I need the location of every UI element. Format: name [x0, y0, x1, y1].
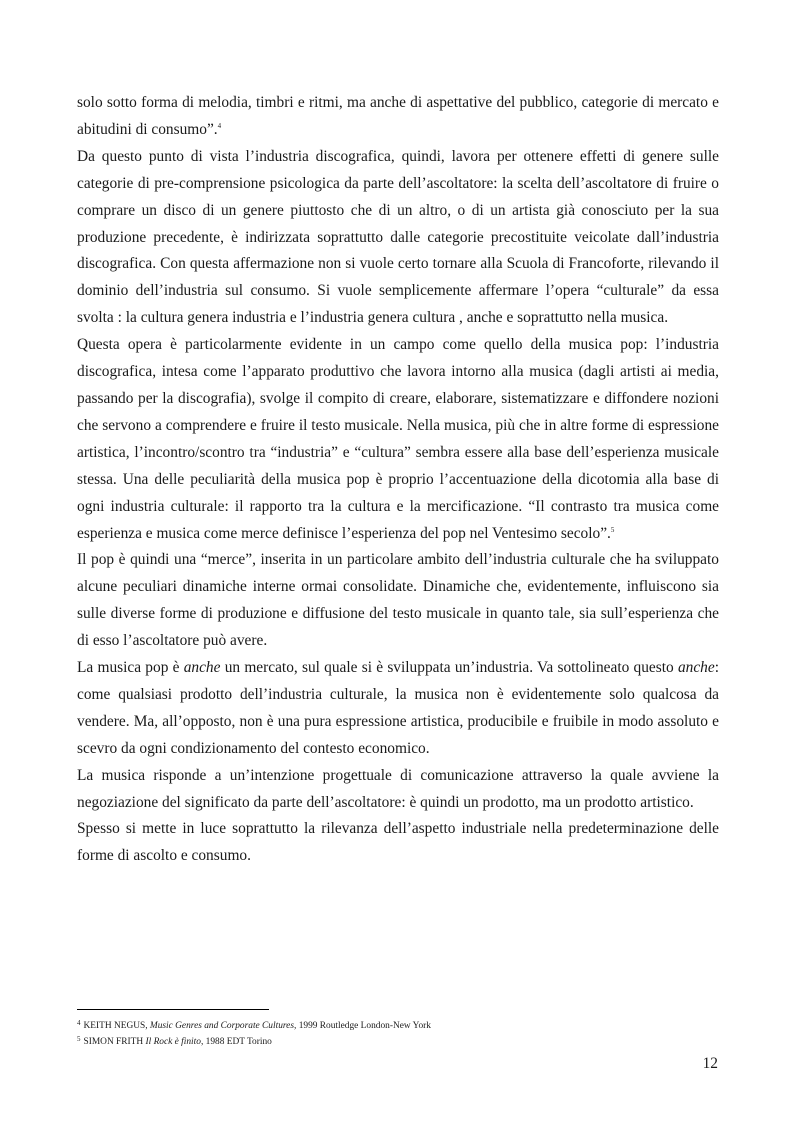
paragraph-6: La musica risponde a un’intenzione progettuale di comunicazione attraverso la quale avviene la negoziazione del significato da parte dell’ascoltatore: è quindi un prodotto, ma un prodotto artistico.	[77, 766, 719, 811]
emphasis-anche-2: anche	[677, 659, 715, 677]
body-text	[77, 90, 719, 870]
footnote-5: $^5$ SIMON FRITH Il Rock è finito, 1988 EDT Torino	[77, 1035, 272, 1047]
paragraph-1: solo sotto forma di melodia, timbri e ritmi, ma anche di aspettative del pubblico, categorie di mercato e abitudini di consumo”.$^4$	[77, 94, 719, 138]
footnote-4-title: Music Genres and Corporate Cultures,	[149, 1021, 297, 1031]
paragraph-2: Da questo punto di vista l’industria discografica, quindi, lavora per ottenere effetti di genere sulle categorie di pre-comprensione psicologica da parte dell’ascoltatore: la scelta dell’ascoltatore di fruire o comprare un disco di un genere piuttosto che di un altro, o di un artista già conosciuto per la sua produzione precedente, è indirizzata soprattutto dalle categorie precostituite veicolate dall’industria discografica. Con questa affermazione non si vuole certo tornare alla Scuola di Francoforte, rilevando il dominio dell’industria sul consumo. Si vuole semplicemente affermare l’opera “culturale” da essa svolta : la cultura genera industria e l’industria genera cultura , anche e soprattutto nella musica.	[77, 147, 719, 327]
paragraph-3: Questa opera è particolarmente evidente in un campo come quello della musica pop: l’industria discografica, intesa come l’apparato produttivo che lavora intorno alla musica (dagli artisti ai media, passando per la discografia), svolge il compito di creare, elaborare, sistematizzare e diffondere nozioni che servono a comprendere e fruire il testo musicale. Nella musica, più che in altre forme di espressione artistica, l’incontro/scontro tra “industria” e “cultura” sembra essere alla base dell’esperienza musicale stessa. Una delle peculiarità della musica pop è proprio l’accentuazione della dicotomia alla base di ogni industria culturale: il rapporto tra la cultura e la mercificazione. “Il contrasto tra musica come esperienza e musica come merce definisce l’esperienza del pop nel Ventesimo secolo”.$^5$	[77, 336, 719, 542]
paragraph-7: Spesso si mette in luce soprattutto la rilevanza dell’aspetto industriale nella predeterminazione delle forme di ascolto e consumo.	[77, 820, 719, 865]
footnote-divider	[77, 1009, 269, 1010]
footnote-ref-5: 5	[610, 525, 615, 534]
footnote-5-title: Il Rock è finito	[145, 1037, 201, 1047]
emphasis-anche-1: anche	[183, 659, 221, 677]
paragraph-5: La musica pop è anche un mercato, sul quale si è sviluppata un’industria. Va sottolineato questo anche: come qualsiasi prodotto dell’industria culturale, la musica non è evidentemente solo qualcosa da vendere. Ma, all’opposto, non è una pura espressione artistica, producibile e fruibile in modo assoluto e scevro da ogni condizionamento del contesto economico.	[77, 659, 719, 757]
paragraph-4: Il pop è quindi una “merce”, inserita in un particolare ambito dell’industria culturale che ha sviluppato alcune peculiari dinamiche interne ormai consolidate. Dinamiche che, evidentemente, influiscono sia sulle diverse forme di produzione e diffusione del testo musicale in quanto tale, sia sull’esperienza che di esso l’ascoltatore può avere.	[77, 551, 719, 650]
footnote-ref-4: 4	[217, 121, 222, 130]
page-number: 12	[702, 1055, 718, 1072]
footnotes	[77, 1017, 719, 1049]
footnote-4: $^4$ KEITH NEGUS, Music Genres and Corporate Cultures, 1999 Routledge London-New York	[77, 1019, 431, 1031]
